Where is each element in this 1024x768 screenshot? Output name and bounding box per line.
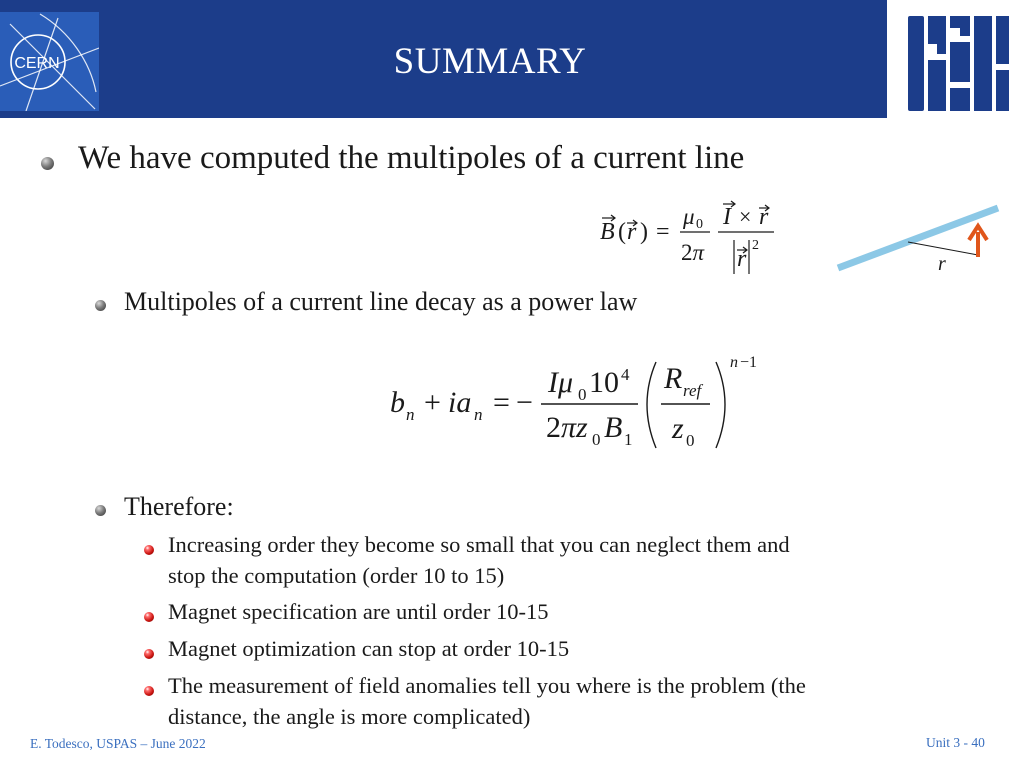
bullet-level3-item: Magnet specification are until order 10-15 xyxy=(168,599,549,624)
footer-author: E. Todesco, USPAS – June 2022 xyxy=(30,736,206,751)
bullet-red-icon xyxy=(144,612,154,622)
svg-text:2πz: 2πz xyxy=(546,411,588,444)
bullet-red-icon xyxy=(144,649,154,659)
svg-text:0: 0 xyxy=(696,217,703,232)
svg-text:I: I xyxy=(723,204,731,230)
svg-text:−: − xyxy=(516,386,533,419)
svg-text:×: × xyxy=(739,204,752,229)
svg-text:r: r xyxy=(759,204,769,230)
bullet-icon xyxy=(41,157,54,170)
svg-text:0: 0 xyxy=(578,385,587,404)
bullet-red-icon xyxy=(144,545,154,555)
svg-text:n: n xyxy=(406,405,415,424)
svg-text:=: = xyxy=(493,386,510,419)
radius-label: r xyxy=(938,253,946,275)
svg-text:n: n xyxy=(730,354,738,371)
current-line xyxy=(838,208,998,268)
svg-text:ref: ref xyxy=(683,381,702,400)
svg-text:Iμ: Iμ xyxy=(548,366,574,399)
bullet-level1: We have computed the multipoles of a current line xyxy=(78,140,745,176)
cern-logo xyxy=(0,12,99,111)
svg-text:z: z xyxy=(672,412,684,445)
slide-title: SUMMARY xyxy=(393,41,587,82)
svg-text:r: r xyxy=(627,219,637,245)
uspas-logo-graphic xyxy=(906,12,1011,117)
svg-text:4: 4 xyxy=(621,365,630,384)
svg-text:B: B xyxy=(600,219,615,245)
svg-text:): ) xyxy=(640,219,648,245)
svg-text:R: R xyxy=(664,362,683,395)
cern-logo-graphic xyxy=(0,12,99,111)
cern-logo-text: CERN xyxy=(14,55,60,72)
bullet-level3-item: Increasing order they become so small that you can neglect them and xyxy=(168,532,790,557)
biot-savart-formula xyxy=(596,196,786,288)
bullet-level3-item: Magnet optimization can stop at order 10-15 xyxy=(168,636,570,661)
bullet-icon xyxy=(95,300,106,311)
bullet-icon xyxy=(95,505,106,516)
svg-text:ia: ia xyxy=(448,386,472,419)
svg-text:+: + xyxy=(424,386,441,419)
multipole-formula xyxy=(388,350,768,460)
bullet-red-icon xyxy=(144,686,154,696)
svg-text:=: = xyxy=(656,219,670,245)
footer-page-number: Unit 3 - 40 xyxy=(926,735,985,750)
svg-text:−1: −1 xyxy=(740,354,758,371)
current-line-diagram xyxy=(830,200,1010,280)
bullet-level2-therefore: Therefore: xyxy=(124,492,234,521)
svg-text:1: 1 xyxy=(624,430,633,449)
svg-text:B: B xyxy=(604,411,623,444)
uspas-logo-text: USPAS xyxy=(956,116,960,117)
uspas-logo xyxy=(906,12,1011,117)
svg-text:b: b xyxy=(390,386,405,419)
svg-text:2π: 2π xyxy=(681,240,705,265)
svg-text:0: 0 xyxy=(686,431,695,450)
svg-text:n: n xyxy=(474,405,483,424)
bullet-level3-continuation: distance, the angle is more complicated) xyxy=(168,704,531,729)
bullet-level3-item: The measurement of field anomalies tell you where is the problem (the xyxy=(168,673,806,698)
svg-text:0: 0 xyxy=(592,430,601,449)
svg-text:2: 2 xyxy=(752,238,759,253)
svg-text:(: ( xyxy=(618,219,626,245)
svg-text:μ: μ xyxy=(683,204,695,229)
bullet-level3-continuation: stop the computation (order 10 to 15) xyxy=(168,563,505,588)
svg-text:r: r xyxy=(737,246,747,272)
svg-text:10: 10 xyxy=(589,366,619,399)
bullet-level2-decay: Multipoles of a current line decay as a power law xyxy=(124,287,638,316)
